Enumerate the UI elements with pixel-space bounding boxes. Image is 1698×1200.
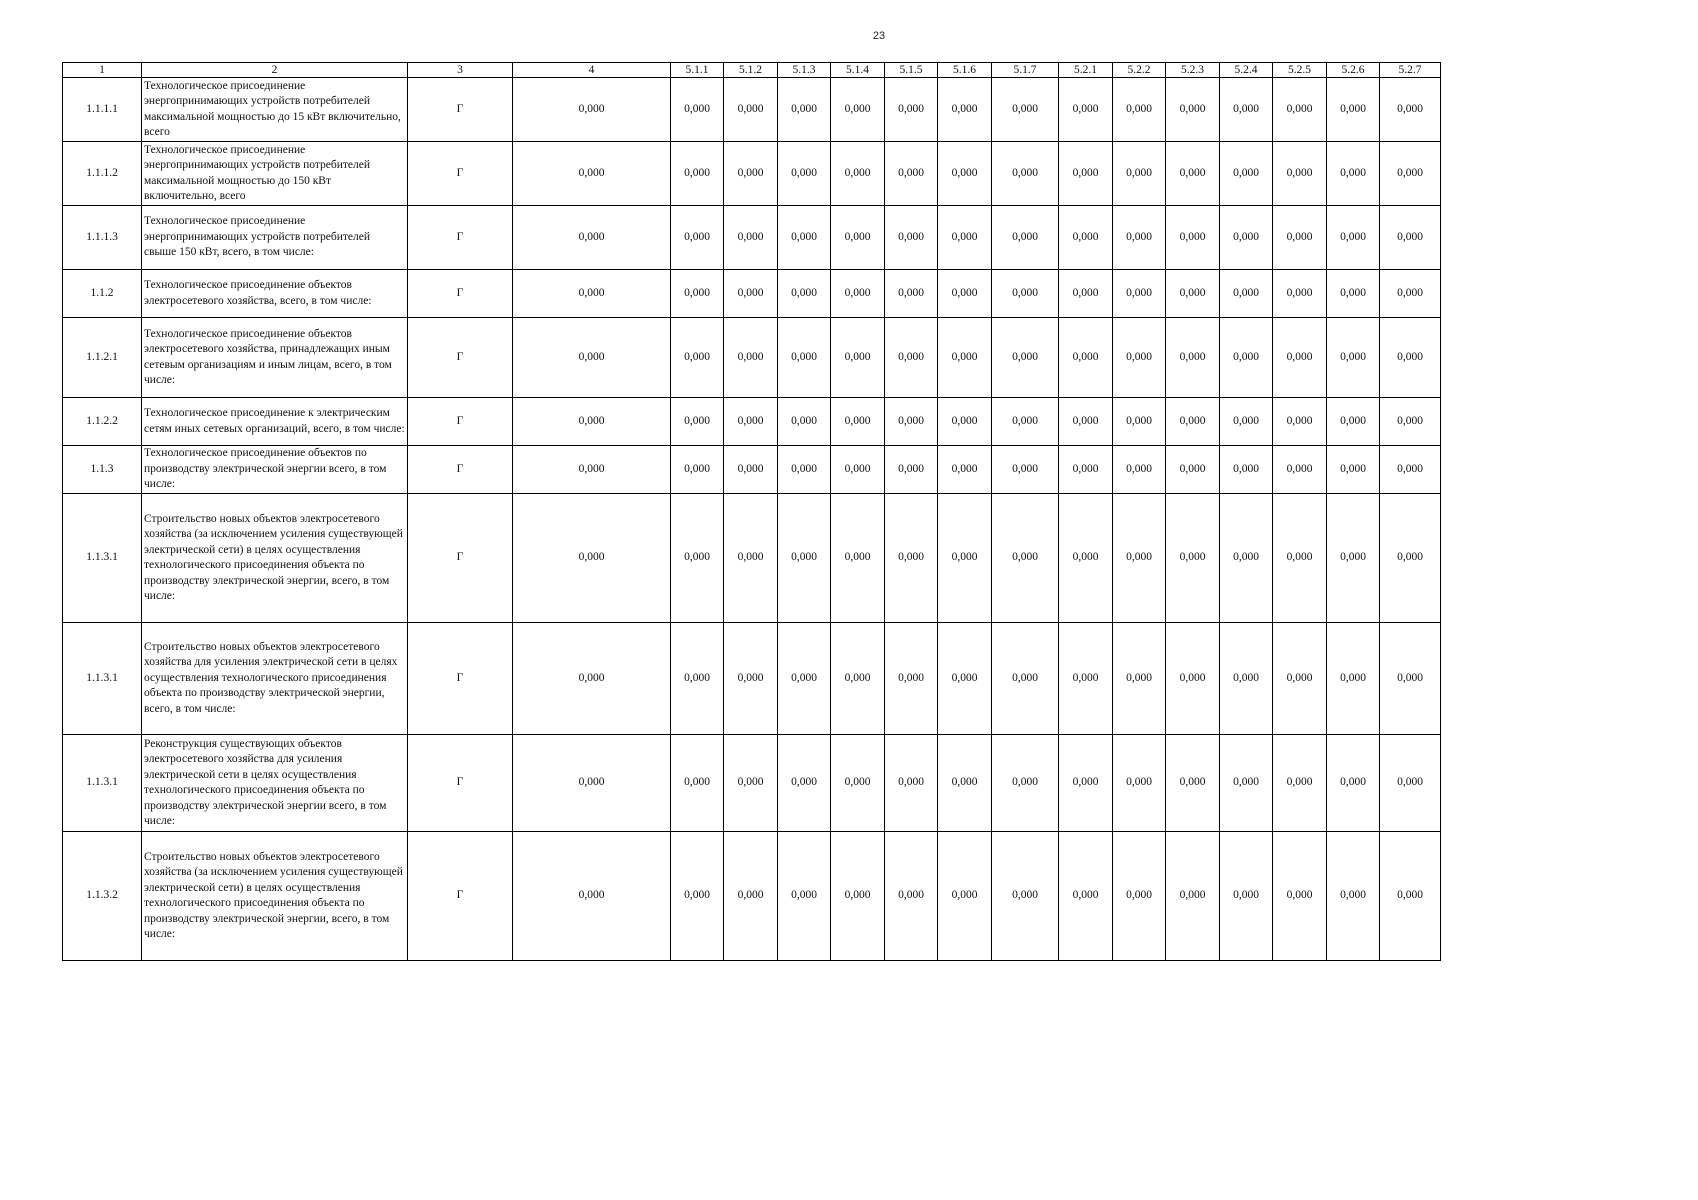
row-value: 0,000 xyxy=(938,142,992,206)
row-value: 0,000 xyxy=(1273,78,1327,142)
table-row xyxy=(63,494,1441,623)
column-header: 5.1.7 xyxy=(992,63,1059,78)
row-value: 0,000 xyxy=(513,623,671,735)
row-value: 0,000 xyxy=(513,318,671,398)
row-value: 0,000 xyxy=(1113,494,1166,623)
row-value: 0,000 xyxy=(1327,270,1380,318)
row-value: 0,000 xyxy=(1113,78,1166,142)
row-description: Строительство новых объектов электросетевого хозяйства (за исключением усиления существующей электрической сети) в целях осуществления технологического присоединения объекта по производству электрической энергии, всего, в том числе: xyxy=(142,494,408,623)
row-value: 0,000 xyxy=(831,832,885,961)
row-value: 0,000 xyxy=(1166,78,1220,142)
row-value: 0,000 xyxy=(1166,206,1220,270)
row-description: Строительство новых объектов электросетевого хозяйства для усиления электрической сети в целях осуществления технологического присоединения объекта по производству электрической энергии, всего, в том числе: xyxy=(142,623,408,735)
row-value: 0,000 xyxy=(938,623,992,735)
row-value: 0,000 xyxy=(778,735,831,832)
row-value: 0,000 xyxy=(885,735,938,832)
row-value: 0,000 xyxy=(1380,832,1441,961)
row-value: 0,000 xyxy=(1113,735,1166,832)
row-unit: Г xyxy=(408,735,513,832)
row-value: 0,000 xyxy=(671,206,724,270)
row-value: 0,000 xyxy=(1327,142,1380,206)
row-value: 0,000 xyxy=(1059,398,1113,446)
row-value: 0,000 xyxy=(1113,206,1166,270)
row-unit: Г xyxy=(408,270,513,318)
row-value: 0,000 xyxy=(513,270,671,318)
row-value: 0,000 xyxy=(1273,270,1327,318)
row-value: 0,000 xyxy=(1273,398,1327,446)
column-header: 5.2.2 xyxy=(1113,63,1166,78)
row-value: 0,000 xyxy=(992,270,1059,318)
row-value: 0,000 xyxy=(778,446,831,494)
row-unit: Г xyxy=(408,446,513,494)
row-value: 0,000 xyxy=(1059,318,1113,398)
row-unit: Г xyxy=(408,832,513,961)
row-value: 0,000 xyxy=(1327,494,1380,623)
header-row xyxy=(63,63,1441,78)
row-value: 0,000 xyxy=(992,142,1059,206)
row-value: 0,000 xyxy=(1220,446,1273,494)
row-value: 0,000 xyxy=(1166,623,1220,735)
row-value: 0,000 xyxy=(778,398,831,446)
column-header: 1 xyxy=(63,63,142,78)
row-value: 0,000 xyxy=(992,832,1059,961)
row-value: 0,000 xyxy=(1220,318,1273,398)
row-value: 0,000 xyxy=(1380,398,1441,446)
row-value: 0,000 xyxy=(992,398,1059,446)
column-header: 3 xyxy=(408,63,513,78)
row-unit: Г xyxy=(408,318,513,398)
row-value: 0,000 xyxy=(671,398,724,446)
row-code: 1.1.3.1 xyxy=(63,494,142,623)
table-row xyxy=(63,270,1441,318)
table-body xyxy=(63,78,1441,961)
row-unit: Г xyxy=(408,142,513,206)
column-header: 5.2.7 xyxy=(1380,63,1441,78)
row-unit: Г xyxy=(408,398,513,446)
column-header: 5.2.1 xyxy=(1059,63,1113,78)
row-value: 0,000 xyxy=(885,270,938,318)
page-number: 23 xyxy=(872,30,886,42)
row-value: 0,000 xyxy=(1113,623,1166,735)
column-header: 4 xyxy=(513,63,671,78)
row-value: 0,000 xyxy=(1166,832,1220,961)
row-value: 0,000 xyxy=(1113,398,1166,446)
column-header: 2 xyxy=(142,63,408,78)
row-code: 1.1.1.1 xyxy=(63,78,142,142)
row-value: 0,000 xyxy=(992,206,1059,270)
row-value: 0,000 xyxy=(831,318,885,398)
row-description: Технологическое присоединение объектов электросетевого хозяйства, всего, в том числе: xyxy=(142,270,408,318)
row-value: 0,000 xyxy=(671,446,724,494)
row-value: 0,000 xyxy=(1059,206,1113,270)
row-value: 0,000 xyxy=(1220,78,1273,142)
row-value: 0,000 xyxy=(1220,270,1273,318)
row-value: 0,000 xyxy=(938,206,992,270)
row-value: 0,000 xyxy=(513,398,671,446)
table-row xyxy=(63,142,1441,206)
row-value: 0,000 xyxy=(1220,623,1273,735)
row-value: 0,000 xyxy=(1273,206,1327,270)
row-value: 0,000 xyxy=(1220,735,1273,832)
table-row xyxy=(63,398,1441,446)
row-value: 0,000 xyxy=(992,494,1059,623)
row-value: 0,000 xyxy=(1220,494,1273,623)
row-value: 0,000 xyxy=(1327,206,1380,270)
row-value: 0,000 xyxy=(671,494,724,623)
row-description: Технологическое присоединение объектов электросетевого хозяйства, принадлежащих иным сетевым организациям и иным лицам, всего, в том числе: xyxy=(142,318,408,398)
row-description: Строительство новых объектов электросетевого хозяйства (за исключением усиления существующей электрической сети) в целях осуществления технологического присоединения объекта по производству электрической энергии, всего, в том числе: xyxy=(142,832,408,961)
row-value: 0,000 xyxy=(1166,446,1220,494)
row-value: 0,000 xyxy=(1166,735,1220,832)
row-value: 0,000 xyxy=(885,446,938,494)
row-value: 0,000 xyxy=(778,318,831,398)
row-value: 0,000 xyxy=(671,735,724,832)
row-value: 0,000 xyxy=(724,78,778,142)
row-description: Технологическое присоединение энергопринимающих устройств потребителей максимальной мощностью до 15 кВт включительно, всего xyxy=(142,78,408,142)
row-value: 0,000 xyxy=(1327,78,1380,142)
row-value: 0,000 xyxy=(671,318,724,398)
row-unit: Г xyxy=(408,623,513,735)
row-value: 0,000 xyxy=(885,494,938,623)
row-value: 0,000 xyxy=(778,206,831,270)
row-description: Технологическое присоединение к электрическим сетям иных сетевых организаций, всего, в том числе: xyxy=(142,398,408,446)
row-code: 1.1.1.2 xyxy=(63,142,142,206)
row-value: 0,000 xyxy=(778,494,831,623)
table-row xyxy=(63,623,1441,735)
row-value: 0,000 xyxy=(1059,494,1113,623)
table-row xyxy=(63,832,1441,961)
row-code: 1.1.3.2 xyxy=(63,832,142,961)
row-value: 0,000 xyxy=(1273,735,1327,832)
row-value: 0,000 xyxy=(513,494,671,623)
row-value: 0,000 xyxy=(513,735,671,832)
row-value: 0,000 xyxy=(1380,318,1441,398)
row-value: 0,000 xyxy=(724,623,778,735)
row-value: 0,000 xyxy=(992,735,1059,832)
table-row xyxy=(63,78,1441,142)
row-code: 1.1.2.2 xyxy=(63,398,142,446)
column-header: 5.1.6 xyxy=(938,63,992,78)
row-value: 0,000 xyxy=(1380,735,1441,832)
row-value: 0,000 xyxy=(513,446,671,494)
table-row xyxy=(63,446,1441,494)
row-value: 0,000 xyxy=(1220,832,1273,961)
row-value: 0,000 xyxy=(938,832,992,961)
row-value: 0,000 xyxy=(1059,270,1113,318)
row-value: 0,000 xyxy=(1220,142,1273,206)
row-value: 0,000 xyxy=(1166,398,1220,446)
row-unit: Г xyxy=(408,78,513,142)
row-value: 0,000 xyxy=(938,735,992,832)
row-value: 0,000 xyxy=(1380,206,1441,270)
row-value: 0,000 xyxy=(1273,623,1327,735)
row-value: 0,000 xyxy=(1327,398,1380,446)
row-value: 0,000 xyxy=(513,78,671,142)
row-value: 0,000 xyxy=(778,623,831,735)
table-row xyxy=(63,318,1441,398)
row-value: 0,000 xyxy=(778,142,831,206)
row-value: 0,000 xyxy=(1059,623,1113,735)
row-value: 0,000 xyxy=(938,270,992,318)
row-value: 0,000 xyxy=(1327,735,1380,832)
row-value: 0,000 xyxy=(1327,832,1380,961)
row-unit: Г xyxy=(408,206,513,270)
row-code: 1.1.2.1 xyxy=(63,318,142,398)
row-code: 1.1.2 xyxy=(63,270,142,318)
row-value: 0,000 xyxy=(831,398,885,446)
row-value: 0,000 xyxy=(1380,78,1441,142)
row-value: 0,000 xyxy=(778,270,831,318)
row-value: 0,000 xyxy=(724,270,778,318)
row-value: 0,000 xyxy=(992,623,1059,735)
row-value: 0,000 xyxy=(1327,623,1380,735)
row-description: Реконструкция существующих объектов электросетевого хозяйства для усиления электрической сети в целях осуществления технологического присоединения объекта по производству электрической энергии всего, в том числе: xyxy=(142,735,408,832)
row-value: 0,000 xyxy=(831,446,885,494)
column-header: 5.1.4 xyxy=(831,63,885,78)
row-value: 0,000 xyxy=(831,494,885,623)
row-value: 0,000 xyxy=(1327,446,1380,494)
row-value: 0,000 xyxy=(1166,270,1220,318)
row-value: 0,000 xyxy=(1113,270,1166,318)
row-value: 0,000 xyxy=(1059,142,1113,206)
row-value: 0,000 xyxy=(831,270,885,318)
row-description: Технологическое присоединение энергопринимающих устройств потребителей максимальной мощностью до 150 кВт включительно, всего xyxy=(142,142,408,206)
row-value: 0,000 xyxy=(724,318,778,398)
column-header: 5.2.5 xyxy=(1273,63,1327,78)
row-value: 0,000 xyxy=(671,832,724,961)
row-value: 0,000 xyxy=(778,78,831,142)
row-value: 0,000 xyxy=(992,446,1059,494)
table-row xyxy=(63,735,1441,832)
row-value: 0,000 xyxy=(1113,832,1166,961)
column-header: 5.1.1 xyxy=(671,63,724,78)
row-value: 0,000 xyxy=(885,78,938,142)
row-value: 0,000 xyxy=(724,832,778,961)
column-header: 5.2.3 xyxy=(1166,63,1220,78)
row-value: 0,000 xyxy=(1273,142,1327,206)
row-value: 0,000 xyxy=(1166,142,1220,206)
row-value: 0,000 xyxy=(938,318,992,398)
row-code: 1.1.3.1 xyxy=(63,623,142,735)
row-value: 0,000 xyxy=(1113,318,1166,398)
row-value: 0,000 xyxy=(778,832,831,961)
row-value: 0,000 xyxy=(1273,446,1327,494)
table-row xyxy=(63,206,1441,270)
row-value: 0,000 xyxy=(938,78,992,142)
row-value: 0,000 xyxy=(724,446,778,494)
row-value: 0,000 xyxy=(992,78,1059,142)
column-header: 5.2.6 xyxy=(1327,63,1380,78)
row-value: 0,000 xyxy=(1059,78,1113,142)
row-value: 0,000 xyxy=(1380,142,1441,206)
row-value: 0,000 xyxy=(992,318,1059,398)
row-value: 0,000 xyxy=(831,735,885,832)
row-value: 0,000 xyxy=(885,398,938,446)
row-description: Технологическое присоединение энергопринимающих устройств потребителей свыше 150 кВт, всего, в том числе: xyxy=(142,206,408,270)
data-table xyxy=(62,62,1441,961)
row-unit: Г xyxy=(408,494,513,623)
row-value: 0,000 xyxy=(1273,318,1327,398)
row-value: 0,000 xyxy=(831,623,885,735)
row-value: 0,000 xyxy=(1113,142,1166,206)
row-value: 0,000 xyxy=(671,142,724,206)
row-value: 0,000 xyxy=(1327,318,1380,398)
row-value: 0,000 xyxy=(1166,494,1220,623)
row-value: 0,000 xyxy=(831,206,885,270)
row-value: 0,000 xyxy=(1059,735,1113,832)
column-header: 5.1.2 xyxy=(724,63,778,78)
row-code: 1.1.3 xyxy=(63,446,142,494)
row-value: 0,000 xyxy=(831,142,885,206)
row-code: 1.1.3.1 xyxy=(63,735,142,832)
row-value: 0,000 xyxy=(724,142,778,206)
row-value: 0,000 xyxy=(885,832,938,961)
row-value: 0,000 xyxy=(1220,398,1273,446)
row-value: 0,000 xyxy=(724,398,778,446)
row-value: 0,000 xyxy=(885,142,938,206)
column-header: 5.1.5 xyxy=(885,63,938,78)
row-value: 0,000 xyxy=(1380,494,1441,623)
row-value: 0,000 xyxy=(831,78,885,142)
row-code: 1.1.1.3 xyxy=(63,206,142,270)
row-value: 0,000 xyxy=(1273,832,1327,961)
row-value: 0,000 xyxy=(671,270,724,318)
row-value: 0,000 xyxy=(1059,832,1113,961)
row-value: 0,000 xyxy=(1380,446,1441,494)
row-value: 0,000 xyxy=(1273,494,1327,623)
row-value: 0,000 xyxy=(724,494,778,623)
column-header: 5.1.3 xyxy=(778,63,831,78)
row-value: 0,000 xyxy=(938,398,992,446)
row-value: 0,000 xyxy=(885,206,938,270)
row-value: 0,000 xyxy=(671,623,724,735)
row-value: 0,000 xyxy=(1113,446,1166,494)
row-value: 0,000 xyxy=(1220,206,1273,270)
row-value: 0,000 xyxy=(1380,623,1441,735)
column-header: 5.2.4 xyxy=(1220,63,1273,78)
row-value: 0,000 xyxy=(724,206,778,270)
row-value: 0,000 xyxy=(1059,446,1113,494)
row-value: 0,000 xyxy=(513,206,671,270)
row-value: 0,000 xyxy=(1166,318,1220,398)
row-value: 0,000 xyxy=(885,623,938,735)
row-description: Технологическое присоединение объектов по производству электрической энергии всего, в том числе: xyxy=(142,446,408,494)
row-value: 0,000 xyxy=(938,446,992,494)
row-value: 0,000 xyxy=(671,78,724,142)
row-value: 0,000 xyxy=(1380,270,1441,318)
row-value: 0,000 xyxy=(885,318,938,398)
row-value: 0,000 xyxy=(724,735,778,832)
row-value: 0,000 xyxy=(513,142,671,206)
row-value: 0,000 xyxy=(513,832,671,961)
row-value: 0,000 xyxy=(938,494,992,623)
